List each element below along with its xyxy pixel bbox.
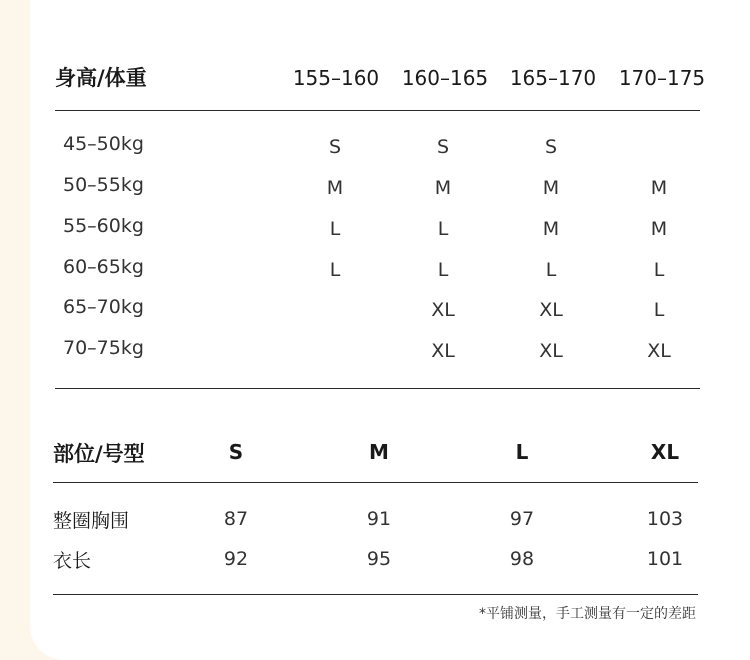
- measure-cell: 87: [223, 508, 249, 530]
- measure-table-header-label: 部位/号型: [53, 442, 145, 466]
- fit-cell: M: [650, 218, 668, 240]
- fit-cell: XL: [539, 299, 563, 321]
- height-col-2: 160–165: [401, 66, 489, 90]
- measure-cell: 92: [223, 548, 249, 570]
- measure-cell: 98: [509, 548, 535, 570]
- measure-cell: 101: [646, 548, 684, 570]
- fit-cell: XL: [539, 340, 563, 362]
- fit-cell: XL: [647, 340, 671, 362]
- fit-cell: M: [650, 177, 668, 199]
- fit-cell: M: [542, 177, 560, 199]
- fit-cell: L: [653, 259, 665, 281]
- size-col-s: S: [228, 440, 244, 464]
- fit-cell: L: [545, 259, 557, 281]
- fit-cell: L: [329, 218, 341, 240]
- weight-row-label: 45–50kg: [63, 133, 144, 155]
- weight-row-label: 55–60kg: [63, 215, 144, 237]
- fit-table-header-label: 身高/体重: [55, 66, 147, 90]
- measure-cell: 95: [366, 548, 392, 570]
- measure-table-top-rule: [53, 482, 698, 483]
- measure-cell: 97: [509, 508, 535, 530]
- fit-cell: XL: [431, 299, 455, 321]
- weight-row-label: 60–65kg: [63, 256, 144, 278]
- measure-table-bottom-rule: [53, 594, 698, 595]
- footnote: *平铺测量，手工测量有一定的差距: [479, 606, 696, 622]
- fit-cell: S: [544, 136, 558, 158]
- size-col-l: L: [515, 440, 529, 464]
- fit-cell: M: [434, 177, 452, 199]
- fit-cell: L: [437, 218, 449, 240]
- weight-row-label: 50–55kg: [63, 174, 144, 196]
- measure-row-label: 整圈胸围: [53, 510, 130, 532]
- measure-row-label: 衣长: [53, 550, 92, 572]
- height-col-1: 155–160: [292, 66, 380, 90]
- fit-cell: L: [329, 259, 341, 281]
- fit-cell: L: [437, 259, 449, 281]
- fit-cell: XL: [431, 340, 455, 362]
- fit-cell: M: [326, 177, 344, 199]
- fit-cell: S: [436, 136, 450, 158]
- size-col-m: M: [369, 440, 389, 464]
- height-col-4: 170–175: [618, 66, 706, 90]
- height-col-3: 165–170: [509, 66, 597, 90]
- fit-table-bottom-rule: [55, 388, 700, 389]
- fit-table-top-rule: [55, 110, 700, 111]
- fit-cell: L: [653, 299, 665, 321]
- measure-cell: 91: [366, 508, 392, 530]
- weight-row-label: 70–75kg: [63, 337, 144, 359]
- weight-row-label: 65–70kg: [63, 296, 144, 318]
- fit-cell: M: [542, 218, 560, 240]
- measure-cell: 103: [646, 508, 684, 530]
- fit-cell: S: [328, 136, 342, 158]
- size-col-xl: XL: [650, 440, 680, 464]
